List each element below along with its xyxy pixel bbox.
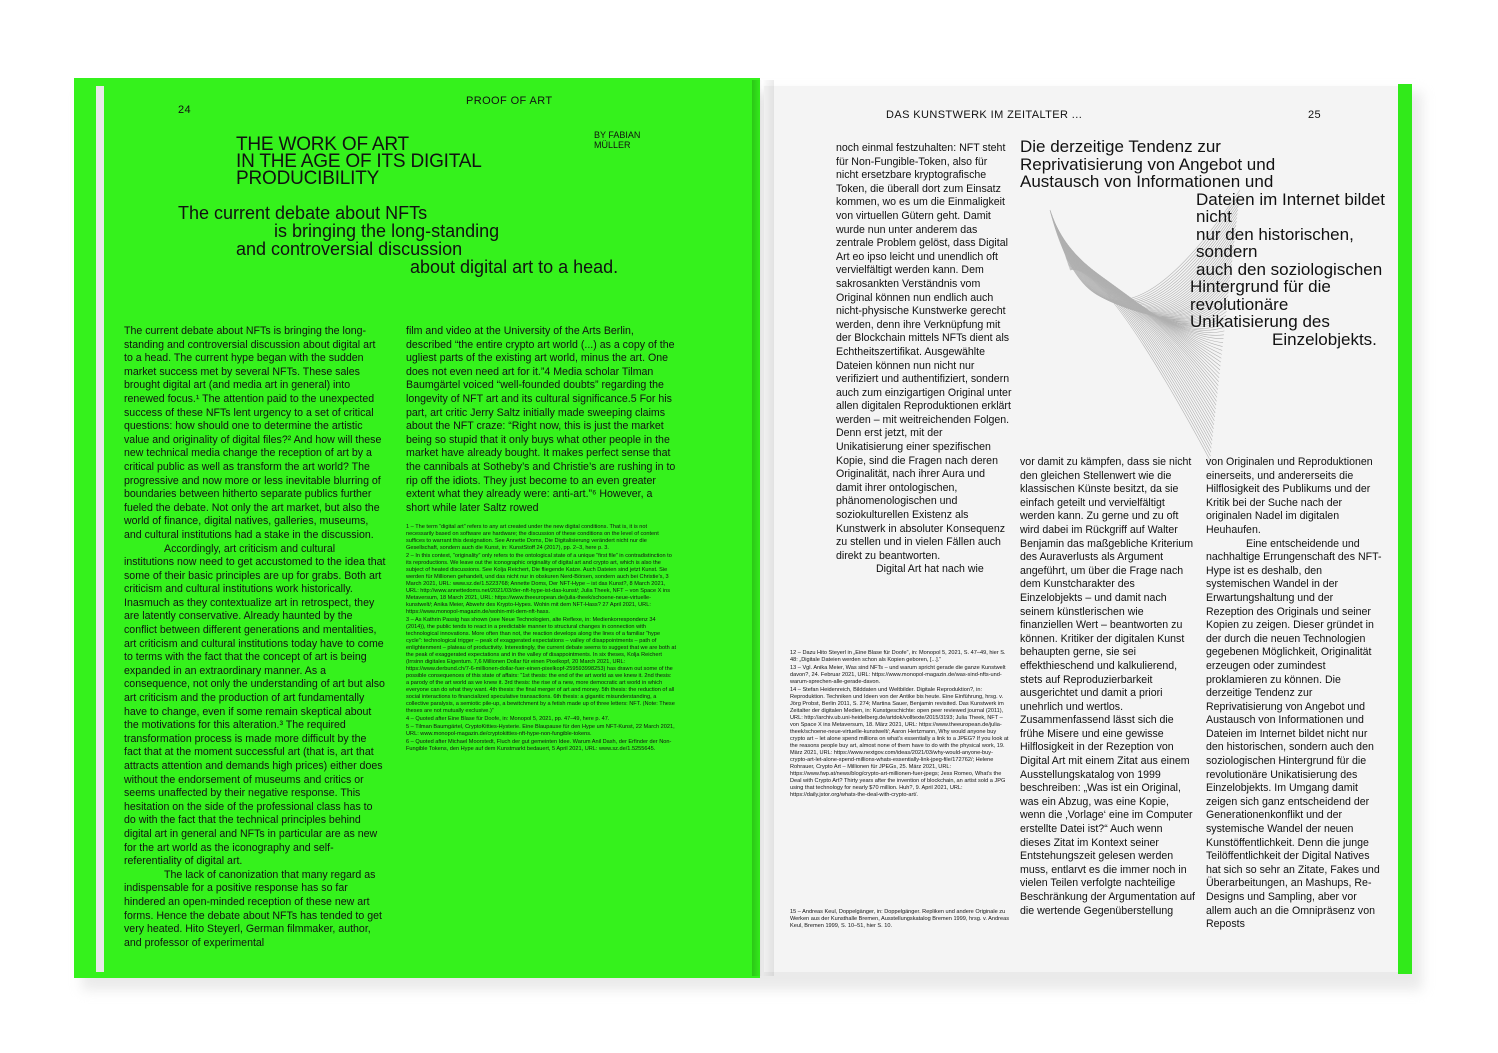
right-cover-edge — [1398, 84, 1412, 974]
right-body-column-1 — [836, 142, 1012, 577]
footnote: 12 – Dazu Hito Steyerl in „Eine Blase für Doofe“, in: Monopol 5, 2021, S. 47–49, hier S. 48: „Digitale Dateien werden schon als Kopien geboren, [...].“ — [790, 650, 1006, 663]
pull-quote-line: revolutionäre — [1190, 294, 1289, 314]
footnote: 6 – Quoted after Michael Moorstedt, Fluch der gut gemeinten Idee. Warum Anil Dash, der Erfinder der Non-Fungible Tokens, den Hype auf dem Kunstmarkt bedauert, 5 April 2021, URL: www.sz.de/1.5255645. — [406, 739, 672, 752]
paragraph: The lack of canonization that many regard as indispensable for a positive response has so far hindered an open-minded reception of these new art forms. Hence the debate about NFTs has tended to get very heated. Hito Steyerl, German filmmaker, author, and professor of experimental — [124, 868, 382, 949]
lede-line: The current debate about NFTs — [178, 203, 428, 223]
paragraph: Eine entscheidende und nachhaltige Errungenschaft des NFT-Hype ist es deshalb, den systemischen Wandel in der Erwartungshaltung und der Rezeption des Originals und seiner Kopien zu zeigen. Dieser gründet in der durch die neuen Technologien gegebenen Möglichkeit, Originalität erzeugen oder zumindest proklamieren zu können. Die derzeitige Tendenz zur Reprivatisierung von Angebot und Austausch von Informationen und Dateien im Internet bildet nicht nur den historischen, sondern auch den soziologischen Hintergrund für die revolutionäre Unikatisierung des Einzelobjekts. Im Umgang damit zeigen sich ganz entscheidend der Generationenkonflikt und der systemische Wandel der neuen Kunstöffentlichkeit. Denn die junge Teilöffentlichkeit der Digital Natives hat sich so sehr an Zitate, Fakes und Überarbeitungen, an Mashups, Re-Designs und Sampling, aber vor allem auch an die Omnipräsenz von Reposts — [1206, 537, 1382, 931]
left-body-column-2 — [406, 325, 676, 515]
byline: BY FABIAN MÜLLER — [594, 130, 641, 150]
left-page-number: 24 — [178, 104, 192, 116]
footnote: 14 – Stefan Heidenreich, Bilddaten und Weltbilder. Digitale Reproduktion?, in: Reproduktion. Techniken und Ideen von der Antike bis heute. Eine Einführung, hrsg. v. Jörg Probst, Berlin 2011, S. 274; Martina Sauer, Benjamin revisited. Das Kunstwerk im Zeitalter der digitalen Medien, in: Kunstgeschichte: open peer reviewed journal (2011), URL: http://archiv.ub.uni-heidelberg.de/artdok/volltexte/2015/3193; Julia Theek, NFT – von Space X ins Metaversum, 18. März 2021, URL: https://www.theeuropean.de/julia-theek/schoene-neue-virtuelle-kunstwelt/; Aaron Hertzmann, Why would anyone buy crypto art – let alone spend millions on what’s essentially a link to a JPEG? If you look at the reasons people buy art, almost none of them have to do with the physical work, 19. März 2021, URL: https://www.nextgov.com/ideas/2021/03/why-would-anyone-buy-crypto-art-let-alone-spend-millions-whats-essentially-link-jpeg-file/172762/; Helene Rohrauer, Crypto Art – Millionen für JPEGs, 25. März 2021, URL: https://www.fwp.at/news/blog/crypto-art-millionen-fuer-jpegs; Jess Romeo, What’s the Deal with Crypto Art? Thirty years after the invention of blockchain, an artist sold a JPG using that technology for nearly $70 million. Huh?, 9. April 2021, URL: https://daily.jstor.org/whats-the-deal-with-crypto-art/. — [790, 687, 1009, 798]
footnote: 13 – Vgl. Anika Meier, Was sind NFTs – und warum spricht gerade die ganze Kunstwelt davon?, 24. Februar 2021, URL: https://www.monopol-magazin.de/was-sind-nfts-und-warum-sprechen-alle-gerade-davon. — [790, 665, 1006, 685]
pull-quote-line: auch den soziologischen — [1196, 259, 1383, 279]
pull-quote-line: Austausch von Informationen und — [1020, 172, 1274, 191]
paragraph: noch einmal festzuhalten: NFT steht für Non-Fungible-Token, also für nicht ersetzbare kryptografische Token, die überall dort zum Einsatz kommen, wo es um die Einmaligkeit von virtuellen Gütern geht. Damit wurde nun unter anderem das zentrale Problem gelöst, dass Digital Art eo ipso leicht und unendlich oft vervielfältigt werden kann. Dem sakrosankten Verständnis vom Original können nun endlich auch nicht-physische Kunstwerke gerecht werden, denn ihre Verknüpfung mit der Blockchain mittels NFTs dient als Echtheitszertifikat. Ausgewählte Dateien können nun nicht nur verifiziert und authentifiziert, sondern auch zum einzigartigen Original unter allen digitalen Reproduktionen erklärt werden – mit weitreichenden Folgen. Denn erst jetzt, mit der Unikatisierung einer spezifischen Kopie, sind die Fragen nach deren Originalität, nach ihrer Aura und damit ihrer ontologischen, phänomenologischen und soziokulturellen Existenz als Kunstwerk in absoluter Konsequenz zu stellen und in vielen Fällen auch direkt zu beantworten. — [836, 142, 1012, 562]
left-page-edge — [96, 86, 104, 972]
footnote: 4 – Quoted after Eine Blase für Doofe, in: Monopol 5, 2021, pp. 47–49, here p. 47. — [406, 716, 610, 722]
paragraph: Digital Art hat nach wie — [876, 563, 984, 576]
right-body-column-2 — [1020, 456, 1196, 918]
right-running-head: DAS KUNSTWERK IM ZEITALTER ... — [886, 109, 1083, 121]
paragraph: vor damit zu kämpfen, dass sie nicht den gleichen Stellenwert wie die klassischen Künste besitzt, da sie einfach geteilt und vervielfältigt werden kann. Zu gerne und zu oft wird dabei im Rückgriff auf Walter Benjamin das maßgebliche Kriterium des Auraverlusts als Argument angeführt, um über die Frage nach dem Kunstcharakter des Einzelobjekts – und damit nach seinem künstlerischen wie finanziellen Wert – beantworten zu können. Kritiker der digitalen Kunst behaupten gerne, sie sei effekthieschend und kalkulierend, stets auf Reproduzierbarkeit ausgerichtet und damit a priori unehrlich und wertlos. Zusammenfassend lässt sich die frühe Misere und eine gewisse Hilflosigkeit in der Rezeption von Digital Art mit einem Zitat aus einem Ausstellungskatalog von 1999 beschreiben: „Was ist ein Original, was ein Abzug, was eine Kopie, wenn die ‚Vorlage‘ eine im Computer erstellte Datei ist?“ Auch wenn dieses Zitat im Kontext seiner Entstehungszeit gelesen werden muss, entlarvt es die immer noch in vielen Teilen verfolgte nachteilige Beschränkung der Argumentation auf die wertende Gegenüberstellung — [1020, 456, 1195, 917]
paragraph: von Originalen und Reproduktionen einerseits, und andererseits die Hilflosigkeit des Publikums und der Kritik bei der Suche nach der originalen Nadel im digitalen Heuhaufen. — [1206, 456, 1373, 536]
article-title — [236, 136, 536, 187]
left-footnotes — [406, 524, 676, 754]
right-footnotes — [790, 650, 1010, 931]
lede — [178, 204, 658, 276]
pull-quote-line: Einzelobjekts. — [1272, 329, 1377, 349]
right-page-number: 25 — [1308, 109, 1322, 121]
title-line: THE WORK OF ART — [236, 134, 409, 155]
lede-line: and controversial discussion — [236, 239, 463, 259]
pull-quote-line: Dateien im Internet bildet nicht — [1196, 189, 1385, 226]
paragraph: The current debate about NFTs is bringing the long-standing and controversial discussion about digital art to a head. The current hype began with the sudden market success met by several NFTs. These sales brought digital art (and media art in general) into renewed focus.¹ The attention paid to the unexpected success of these NFTs lent urgency to a set of critical questions: how should one to determine the artistic value and originality of digital files?² And how will these new technical media change the reception of art by a critical public as well as transform the art world? The progressive and now more or less inevitable blurring of boundaries between hitherto separate publics further fueled the debate. Not only the art market, but also the world of finance, digital natives, galleries, museums, and cultural institutions had a stake in the discussion. — [124, 325, 382, 541]
footnote: 2 – In this context, “originality” only refers to the ontological state of a unique “first file” in contradistinction to its reproductions. We leave out the iconographic originality of digital art and crypto art, which is also the subject of heated discussions. See Kolja Reichert, Die fliegende Katze. Auch Dateien sind jetzt Kunst. Sie werden für Millionen gehandelt, und das nicht nur in obskuren Nerd-Börsen, sondern auch bei Christie’s, 3 March 2021, URL: www.sz.de/1.5223768; Annette Doms, Der NFT-Hype – ist das Kunst?, 8 March 2021, URL: http://www.annettedoms.net/2021/03/der-nft-hype-ist-das-kunst/; Julia Theek, NFT – von Space X ins Metaversum, 18 March 2021, URL: https://www.theeuropean.de/julia-theek/schoene-neue-virtuelle-kunstwelt/; Anika Meier, Abwehr des Krypto-Hypes. Wohin mit dem NFT-Hass? 27 April 2021, URL: https://www.monopol-magazin.de/wohin-mit-dem-nft-hass. — [406, 553, 672, 615]
title-line: IN THE AGE OF ITS DIGITAL — [236, 151, 482, 172]
footnote: 3 – As Kathrin Passig has shown (see Neue Technologien, alte Reflexe, in: Medienkorrespondenz 34 (2014)), the public tends to react in a predictable manner to structural changes in connection with technological innovations. More often than not, the reaction develops along the lines of a familiar “hype cycle”: technological trigger – peak of exaggerated expectations – valley of disappointments – path of enlightenment – plateau of productivity. Interestingly, the current debate seems to suggest that we are both at the peak of exaggerated expectations and in the valley of disappointments. In six theses, Kolja Reichert (Irrsinn digitales Eigentum. 7,6 Millionen Dollar für einen Pixelkopf, 20 March 2021, URL: https://www.derbund.ch/7-6-millionen-dollar-fuer-einen-pixelkopf-259593998253) has drawn out some of the possible consequences of this state of affairs: “1st thesis: the end of the art world as we knew it. 2nd thesis: a parody of the art world as we knew it. 3rd thesis: the rise of a new, more democratic art world in which everyone can do what they want. 4th thesis: the final merger of art and money. 5th thesis: the reduction of all social interactions to financialized speculative transactions. 6th thesis: a gigantic misunderstanding, a collective paralysis, a semiotic pile-up, a bewitchment by a fetish made up of three letters: NFT. (Note: These theses are not mutually exclusive.)” — [406, 617, 677, 714]
right-body-column-3 — [1206, 456, 1382, 932]
lede-line: about digital art to a head. — [410, 257, 619, 277]
paragraph: film and video at the University of the Arts Berlin, described “the entire crypto art world (...) as a copy of the ugliest parts of the existing art world, minus the art. One does not even need art for it.”4 Media scholar Tilman Baumgärtel voiced “well-founded doubts” regarding the longevity of NFT art and its cultural significance.5 For his part, art critic Jerry Saltz initially made sweeping claims about the NFT craze: “Right now, this is just the market being so stupid that it only buys what other people in the market have already bought. It makes perfect sense that the cannibals at Sotheby’s and Christie’s are rushing in to rip off the idiots. They just become to an even greater extent what they already were: anti-art.”⁶ However, a short while later Saltz rowed — [406, 325, 676, 514]
footnote: 15 – Andreas Keul, Doppelgänger, in: Doppelgänger. Repliken und andere Originale zu Werken aus der Kunsthalle Bremen, Ausstellungskatalog Bremen 1999, hrsg. v. Andreas Keul, Bremen 1999, S. 10–51, hier S. 10. — [790, 909, 1010, 929]
pull-quote-line: Reprivatisierung von Angebot und — [1020, 154, 1276, 174]
pull-quote-line: nur den historischen, sondern — [1196, 224, 1354, 261]
pull-quote-line: Die derzeitige Tendenz zur — [1020, 137, 1221, 156]
paragraph: Accordingly, art criticism and cultural institutions now need to get accustomed to the idea that some of their basic principles are up for grabs. Both art criticism and cultural institutions work historically. Inasmuch as they contextualize art in retrospect, they are latently conservative. Already haunted by the conflict between different generations and mentalities, art criticism and cultural institutions today have to come to terms with the fact that the concept of art is being expanded in an extraordinary manner. As a consequence, not only the understanding of art but also art criticism and the production of art fundamentally have to change, even if some remain skeptical about the motivations for this alteration.³ The required transformation process is made more difficult by the fact that at the moment successful art (that is, art that attracts attention and demands high prices) either does without the endorsement of museums and critics or seems unaffected by their negative response. This hesitation on the side of the professional class has to do with the fact that the technical principles behind digital art in general and NFTs in particular are as new for the art world as the iconography and self-referentiality of digital art. — [124, 542, 386, 868]
pull-quote-line: Hintergrund für die — [1190, 277, 1331, 296]
pull-quote — [1020, 138, 1390, 348]
left-running-head: PROOF OF ART — [466, 95, 553, 107]
pull-quote-line: Unikatisierung des — [1190, 312, 1330, 331]
lede-line: is bringing the long-standing — [274, 221, 500, 241]
title-line: PRODUCIBILITY — [236, 168, 380, 189]
footnote: 1 – The term “digital art” refers to any art created under the new digital conditions. That is, it is not necessarily based on software are hardware; the discussion of these conditions on the level of content suffices to warrant this designation. See Annette Doms, Die Digitalisierung verändert nicht nur die Gesellschaft, sondern auch die Kunst, in: KunstStoff 24 (2017), pp. 2–3, here p. 3. — [406, 524, 659, 551]
footnote: 5 – Tilman Baumgärtel, CryptoKitties-Hysterie. Eine Blaupause für den Hype um NFT-Kunst, 22 March 2021, URL: www.monopol-magazin.de/cryptokitties-nft-hype-non-fungible-tokens. — [406, 724, 675, 737]
book-gutter — [752, 80, 774, 976]
left-body-column-1 — [124, 325, 386, 950]
